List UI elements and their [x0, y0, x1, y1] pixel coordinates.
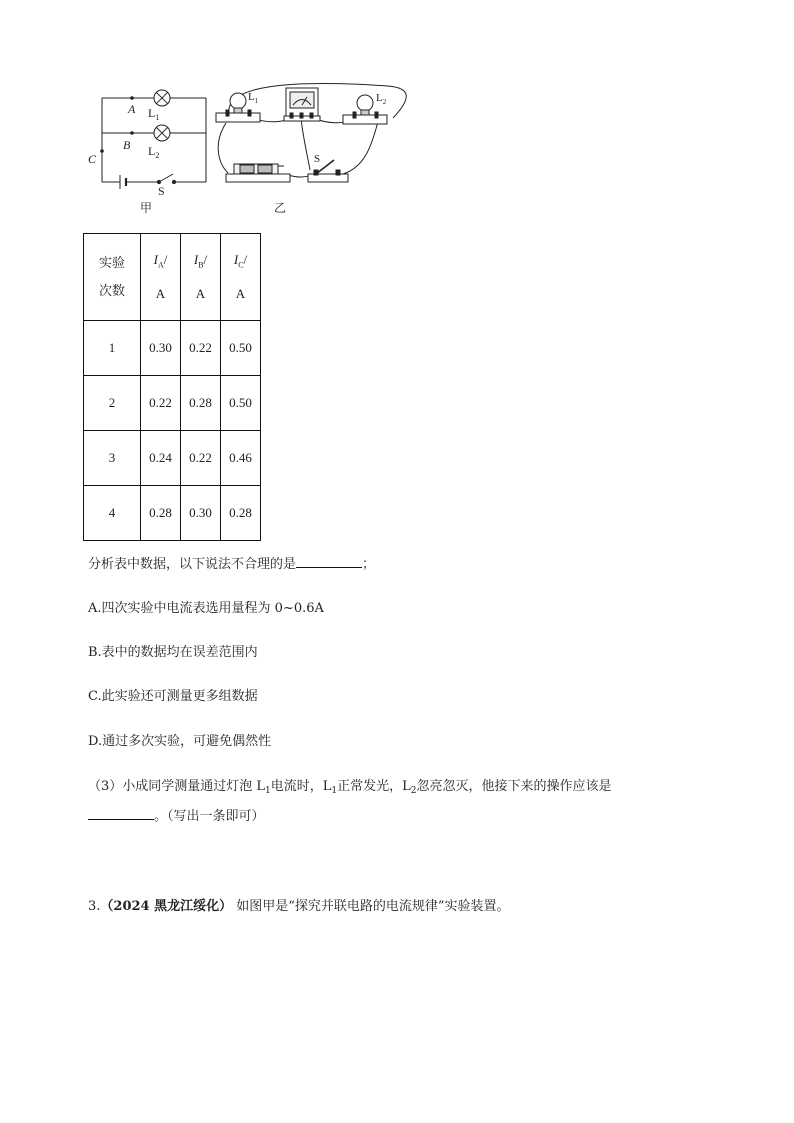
question-prompt: 分析表中数据，以下说法不合理的是 ；: [88, 557, 376, 572]
cell-ib: 0.22: [181, 321, 221, 376]
table-row: [84, 486, 261, 541]
header-trial: [84, 234, 141, 321]
data-table: [83, 233, 261, 541]
next-question: 3.（2024 黑龙江绥化） 如图甲是“探究并联电路的电流规律”实验装置。: [88, 899, 510, 914]
header-trial-line1: 实验: [98, 255, 125, 270]
table-header-row: [84, 234, 261, 321]
table-row: [84, 376, 261, 431]
option-a: A.四次实验中电流表选用量程为 0~0.6A: [88, 601, 324, 616]
cell-trial: 2: [84, 376, 141, 431]
label-phys-lamp2: $L_2$: [376, 92, 387, 106]
answer-blank-1[interactable]: [296, 555, 362, 568]
label-lamp1: $L_1$: [148, 106, 160, 122]
cell-trial: 1: [84, 321, 141, 376]
battery-physical: [226, 164, 290, 182]
header-ic: $I_C/$ A: [221, 234, 261, 321]
cell-ib: 0.30: [181, 486, 221, 541]
option-d: D.通过多次实验，可避免偶然性: [88, 734, 272, 749]
ammeter-physical: [284, 88, 320, 121]
table-row: [84, 431, 261, 486]
label-c: C: [88, 152, 97, 166]
cell-ic: 0.46: [221, 431, 261, 486]
question-3-line2: 。（写出一条即可）: [88, 805, 265, 824]
caption-jia: 甲: [140, 201, 153, 215]
option-b: B.表中的数据均在误差范围内: [88, 645, 258, 660]
cell-trial: 3: [84, 431, 141, 486]
caption-yi: 乙: [274, 201, 287, 215]
label-phys-lamp1: $L_1$: [248, 91, 259, 105]
battery-symbol: [120, 175, 126, 189]
label-phys-switch: S: [314, 153, 321, 165]
switch-symbol: [157, 174, 175, 184]
label-a: A: [128, 102, 136, 116]
header-trial-line2: 次数: [98, 283, 125, 298]
cell-ic: 0.28: [221, 486, 261, 541]
cell-ib: 0.22: [181, 431, 221, 486]
cell-ic: 0.50: [221, 321, 261, 376]
cell-ia: 0.30: [141, 321, 181, 376]
label-switch: S: [158, 184, 165, 198]
answer-blank-2[interactable]: [88, 807, 154, 820]
circuit-figure: [88, 78, 418, 218]
cell-trial: 4: [84, 486, 141, 541]
label-lamp2: $L_2$: [148, 144, 160, 160]
cell-ib: 0.28: [181, 376, 221, 431]
cell-ic: 0.50: [221, 376, 261, 431]
header-ib: $I_B/$ A: [181, 234, 221, 321]
cell-ia: 0.22: [141, 376, 181, 431]
table-row: [84, 321, 261, 376]
header-ia: $I_A/$ A: [141, 234, 181, 321]
option-c: C.此实验还可测量更多组数据: [88, 689, 258, 704]
cell-ia: 0.24: [141, 431, 181, 486]
question-3-line1: （3）小成同学测量通过灯泡 $L_1$电流时，$L_1$正常发光，$L_2$忽亮忽灭，他接下来的操作应该是: [88, 779, 612, 796]
lamp-l2-symbol: [154, 125, 170, 141]
lamp-l1-symbol: [154, 90, 170, 106]
label-b: B: [123, 138, 131, 152]
cell-ia: 0.28: [141, 486, 181, 541]
